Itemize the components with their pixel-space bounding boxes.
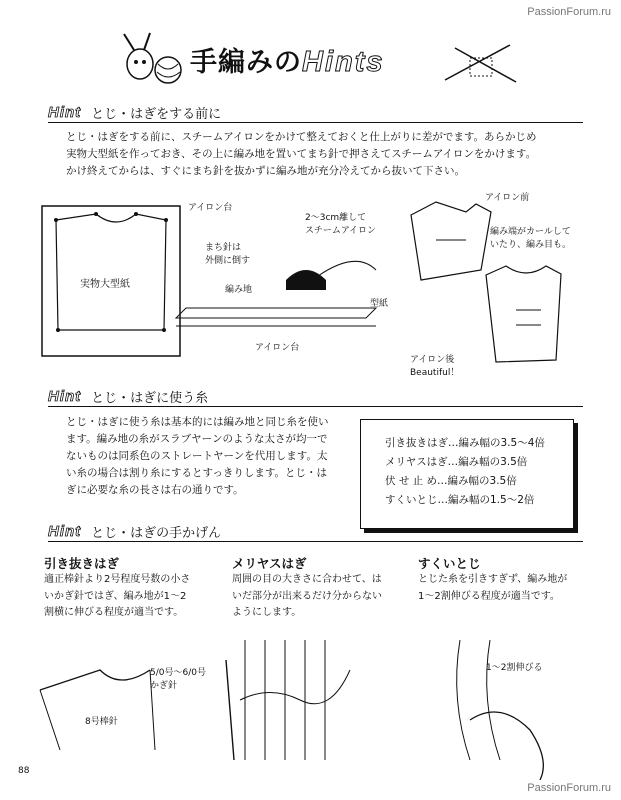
label-needle: 8号棒針 (85, 717, 118, 727)
ratio-item: 伏 せ 止 め…編み幅の3.5倍 (385, 475, 517, 487)
column-mattress: すくいとじ とじた糸を引きすぎず、編み地が 1～2割伸びる程度が適当です。 (418, 556, 568, 602)
column-slip-stitch: 引き抜きはぎ 適正棒針より2号程度号数の小さ いかぎ針ではぎ、編み地が1～2 割横に伸びる程度が適当です。 (44, 556, 191, 618)
label-fabric: 編み地 (225, 285, 253, 295)
label-actual-pattern: 実物大型紙 (80, 279, 130, 290)
label-ironboard-bottom: アイロン台 (255, 343, 300, 353)
label-ironboard: アイロン台 (188, 203, 233, 213)
watermark-top: PassionForum.ru (527, 6, 611, 18)
hint-label: Hint (48, 388, 82, 405)
ratio-item: メリヤスはぎ…編み幅の3.5倍 (385, 456, 528, 468)
paragraph-1: とじ・はぎをする前に、スチームアイロンをかけて整えておくと仕上がりに差がでます。あらかじめ 実物大型紙を作っておき、その上に編み地を置いてまち針で押さえてスチームアイロンをかけます。 かけ終えてからは、すぐにまち針を抜かずに編み地が充分冷えてから抜いて下さい。 (66, 131, 537, 177)
hint-label: Hint (48, 523, 82, 540)
divider (48, 406, 583, 407)
label-pins: まち針は 外側に倒す (205, 243, 251, 266)
section-title: とじ・はぎの手かげん (91, 526, 222, 541)
label-paper: 型紙 (370, 299, 389, 309)
divider (48, 122, 583, 123)
page-title: 手編みのHints (190, 46, 385, 78)
section-title: とじ・はぎをする前に (91, 107, 222, 122)
watermark-bottom: PassionForum.ru (527, 782, 611, 794)
section-header-2 (48, 387, 208, 406)
bunny-yarn-illustration (110, 30, 190, 90)
column-kitchener: メリヤスはぎ 周囲の目の大きさに合わせて、は いだ部分が出来るだけ分からない ようにします。 (232, 556, 382, 618)
hint-label: Hint (48, 104, 82, 121)
section-title: とじ・はぎに使う糸 (91, 391, 209, 406)
section-header-3 (48, 522, 221, 541)
divider (48, 541, 583, 542)
yarn-length-box (360, 419, 574, 529)
label-steam: 2～3cm離して スチームアイロン (305, 213, 377, 236)
label-before-note: 編み端がカールして いたり、編み目も。 (490, 227, 572, 250)
label-after: アイロン後 Beautiful！ (410, 355, 460, 378)
label-crochet-hook: 5/0号～6/0号 かぎ針 (150, 668, 206, 691)
ratio-item: 引き抜きはぎ…編み幅の3.5～4倍 (385, 437, 545, 449)
knitting-needles-illustration (440, 40, 520, 90)
paragraph-2: とじ・はぎに使う糸は基本的には編み地と同じ糸を使い ます。編み地の糸がスラブヤーンのような太さが均一で ないものは同系色のストレートヤーンを代用します。太 い糸の場合は割り糸にするとすっきりします。とじ・は ぎに必要な糸の長さは右の通りです。 (66, 416, 329, 496)
ratio-item: すくいとじ…編み幅の1.5～2倍 (385, 494, 535, 506)
page-number: 88 (18, 766, 30, 776)
label-stretch: 1～2割伸びる (486, 663, 543, 673)
section-header-1 (48, 103, 221, 122)
technique-illustrations (30, 630, 600, 780)
label-before: アイロン前 (485, 193, 530, 203)
